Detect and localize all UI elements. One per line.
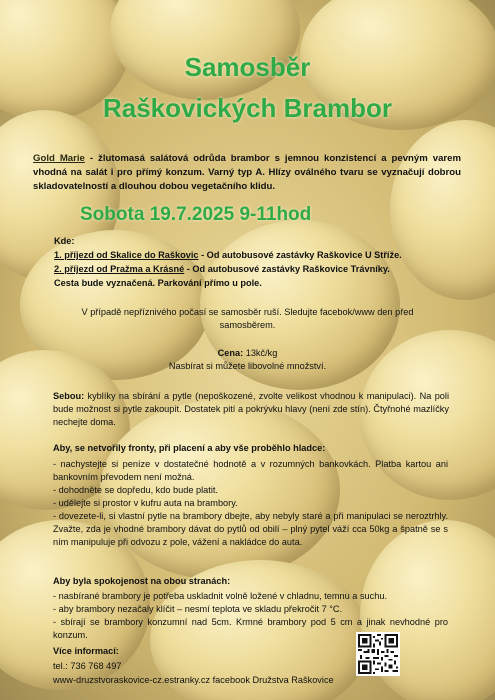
route-2	[54, 262, 402, 276]
route-1-link[interactable]: 1. příjezd od Skalice do Raškovic	[54, 250, 199, 260]
intro-paragraph	[33, 152, 461, 194]
parking-note: Cesta bude vyznačená. Parkování přímo u pole.	[54, 278, 262, 288]
contact-phone[interactable]: tel.: 736 768 497	[53, 661, 122, 671]
price-label: Cena:	[217, 348, 244, 358]
price-line	[0, 347, 495, 360]
list-item: - sbírají se brambory konzumní nad 5cm. Krmné brambory pod 5 cm a jinak nevhodné pro konzum.	[53, 617, 448, 640]
bring-along-text: kyblíky na sbírání a pytle (nepoškozené, zvolte velikost vhodnou k manipulaci). Na poli bude možnost si pytle zakoupit. Dostatek pití a pokrývku hlavy (není zde stín). Čtyřnohé mazlíčky nechejte doma.	[53, 391, 449, 427]
contact-heading: Více informací:	[53, 646, 119, 656]
location-label: Kde:	[54, 236, 75, 246]
title-line-2: Raškovických Brambor	[102, 93, 393, 123]
bring-along-label: Sebou:	[53, 391, 85, 401]
variety-name: Gold Marie	[33, 153, 85, 164]
event-date: Sobota 19.7.2025 9-11hod	[80, 204, 312, 225]
list-item: - aby brambory nezačaly klíčit – nesmí teplota ve skladu překročit 7 °C.	[53, 604, 343, 614]
list-item: - nachystejte si peníze v dostatečné hodnotě a v rozumných bankovkách. Platba kartou ani bankovním převodem není možná.	[53, 459, 448, 482]
queue-heading: Aby, se netvořily fronty, při placení a aby vše proběhlo hladce:	[53, 443, 326, 453]
route-2-link[interactable]: 2. příjezd od Pražma a Krásné	[54, 264, 185, 274]
route-1-text: - Od autobusové zastávky Raškovice U Stříže.	[198, 250, 402, 260]
intro-text: - žlutomasá salátová odrůda brambor s jemnou konzistencí a pevným varem vhodná na salát i pro přímý konzum. Varný typ A. Hlízy oválného tvaru se vyznačují dobrou skladovatelností a dlouhou dobou vegetačního klidu.	[33, 153, 462, 192]
price-block	[0, 347, 495, 373]
title-line-1: Samosběr	[184, 52, 311, 82]
bring-along-block	[53, 390, 449, 429]
bad-weather-line-2: samosběrem.	[219, 320, 276, 330]
quantity-note: Nasbírat si můžete libovolné množství.	[168, 361, 327, 371]
route-2-text: - Od autobusové zastávky Raškovice Trávníky.	[184, 264, 390, 274]
location-block	[54, 234, 402, 290]
bad-weather-line-1: V případě nepříznivého počasí se samosběr ruší. Sledujte facebok/www den před	[81, 307, 414, 317]
satisfaction-heading: Aby byla spokojenost na obou stranách:	[53, 576, 231, 586]
list-item: - nasbírané brambory je potřeba uskladnit volně ložené v chladnu, temnu a suchu.	[53, 591, 388, 601]
route-1	[54, 248, 402, 262]
list-item: - dohodněte se dopředu, kdo bude platit.	[53, 485, 218, 495]
price-value: 13kč/kg	[243, 348, 278, 358]
qr-code-icon[interactable]	[356, 632, 400, 676]
list-item: - udělejte si prostor v kufru auta na brambory.	[53, 498, 238, 508]
list-item: - dovezete-li, si vlastní pytle na brambory dbejte, aby nebyly staré a při manipulaci se neroztrhly. Zvažte, zda je vhodné brambory dávat do pytlů od obilí – plný pytel váží cca 50kg a špatně se s ním manipuluje při odvozu z pole, vážení a nakládce do auta.	[53, 511, 448, 547]
contact-web[interactable]: www-druzstvoraskovice-cz.estranky.cz facebook Družstva Raškovice	[53, 675, 334, 685]
bad-weather-note	[0, 306, 495, 332]
queue-list	[53, 458, 448, 549]
